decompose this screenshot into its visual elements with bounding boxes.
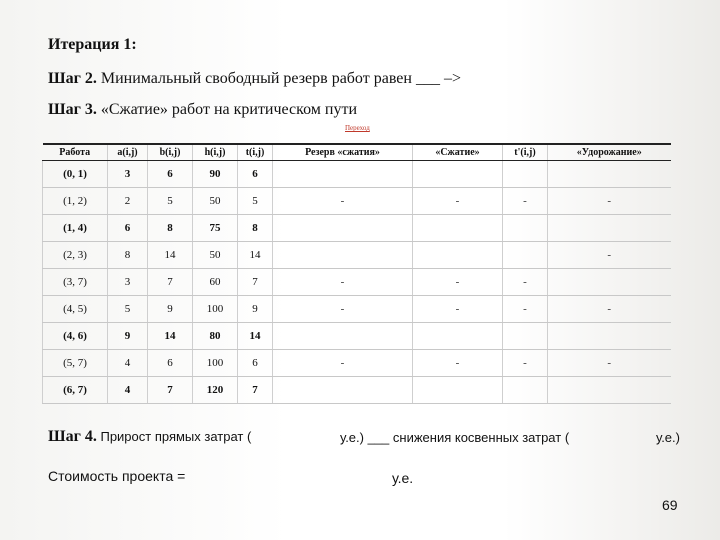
table-cell: 14 (148, 323, 193, 350)
table-cell: - (503, 350, 548, 377)
table-cell: 7 (148, 269, 193, 296)
table-cell (273, 215, 413, 242)
column-header: t'(i,j) (503, 144, 548, 161)
table-cell: 100 (193, 350, 238, 377)
table-row (43, 242, 671, 269)
table-cell: - (503, 269, 548, 296)
step-3-label: Шаг 3. (48, 101, 97, 118)
table-cell (548, 215, 671, 242)
table-cell: 120 (193, 377, 238, 404)
step-4-text: Прирост прямых затрат ( (100, 429, 252, 444)
table-cell (273, 377, 413, 404)
page-title: Итерация 1: (48, 36, 137, 53)
project-cost-unit: у.е. (392, 470, 414, 486)
table-cell (503, 215, 548, 242)
table-cell: 8 (238, 215, 273, 242)
table-cell: (1, 2) (43, 188, 108, 215)
table-cell (413, 161, 503, 188)
step-3-text: «Сжатие» работ на критическом пути (100, 101, 358, 118)
table-cell (413, 242, 503, 269)
table-cell: 9 (148, 296, 193, 323)
table-cell: - (503, 188, 548, 215)
step-2-text: Минимальный свободный резерв работ равен ___ –> (100, 70, 461, 87)
table-cell: 4 (108, 350, 148, 377)
table-cell: 3 (108, 161, 148, 188)
table-cell (548, 269, 671, 296)
table-cell: - (503, 296, 548, 323)
table-cell: 8 (108, 242, 148, 269)
table-cell: 5 (108, 296, 148, 323)
table-cell: 6 (148, 161, 193, 188)
step-4-line (48, 428, 251, 446)
table-cell: - (548, 242, 671, 269)
table-row (43, 188, 671, 215)
table-cell (273, 161, 413, 188)
table-cell: 9 (238, 296, 273, 323)
column-header: t(i,j) (238, 144, 273, 161)
table-cell (413, 377, 503, 404)
table-cell (503, 377, 548, 404)
table-cell: 3 (108, 269, 148, 296)
column-header: h(i,j) (193, 144, 238, 161)
table-cell (503, 242, 548, 269)
table-cell: 9 (108, 323, 148, 350)
step-4-end-text: у.е.) (656, 430, 680, 445)
step-2-line (48, 70, 461, 88)
table-cell: 80 (193, 323, 238, 350)
table-cell: 100 (193, 296, 238, 323)
table-cell: 6 (238, 161, 273, 188)
table-cell: (1, 4) (43, 215, 108, 242)
table-cell (273, 242, 413, 269)
table-cell: - (413, 296, 503, 323)
table-cell: 5 (148, 188, 193, 215)
table-cell: 7 (238, 269, 273, 296)
column-header: a(i,j) (108, 144, 148, 161)
table-cell: 5 (238, 188, 273, 215)
table-cell: - (413, 188, 503, 215)
table-cell: (5, 7) (43, 350, 108, 377)
table-cell (548, 377, 671, 404)
table-cell: 6 (238, 350, 273, 377)
table-cell: (2, 3) (43, 242, 108, 269)
table-cell: - (273, 350, 413, 377)
table-cell: - (273, 188, 413, 215)
table-row (43, 323, 671, 350)
table-cell: 14 (238, 323, 273, 350)
project-cost-label: Стоимость проекта = (48, 468, 186, 484)
column-header: «Удорожание» (548, 144, 671, 161)
table-cell: - (273, 269, 413, 296)
table-cell: - (548, 350, 671, 377)
step-3-line (48, 101, 357, 119)
table-row (43, 377, 671, 404)
table-row (43, 215, 671, 242)
column-header: b(i,j) (148, 144, 193, 161)
table-cell: 6 (108, 215, 148, 242)
table-cell (503, 323, 548, 350)
table-cell: - (273, 296, 413, 323)
table-cell: 50 (193, 242, 238, 269)
column-header: Работа (43, 144, 108, 161)
table-cell: 50 (193, 188, 238, 215)
table-row (43, 296, 671, 323)
table-cell (548, 323, 671, 350)
table-cell (273, 323, 413, 350)
table-cell: 8 (148, 215, 193, 242)
table-cell: (0, 1) (43, 161, 108, 188)
transition-link[interactable]: Переход (345, 124, 370, 132)
table-header-row (43, 144, 671, 161)
table-cell: 90 (193, 161, 238, 188)
table-cell (548, 161, 671, 188)
table-cell: (3, 7) (43, 269, 108, 296)
step-4-label: Шаг 4. (48, 428, 97, 445)
table-cell: - (413, 350, 503, 377)
table-cell: 75 (193, 215, 238, 242)
table-cell: 2 (108, 188, 148, 215)
table-cell (413, 215, 503, 242)
table-row (43, 269, 671, 296)
table-cell (503, 161, 548, 188)
table-cell: 7 (148, 377, 193, 404)
table-row (43, 161, 671, 188)
column-header: «Сжатие» (413, 144, 503, 161)
table-cell: 60 (193, 269, 238, 296)
page-number: 69 (662, 497, 678, 513)
table-cell: (4, 6) (43, 323, 108, 350)
table-row (43, 350, 671, 377)
table-cell: - (548, 296, 671, 323)
table-cell: - (413, 269, 503, 296)
step-4-middle-text: у.е.) ___ снижения косвенных затрат ( (340, 430, 570, 445)
step-2-label: Шаг 2. (48, 70, 97, 87)
table-cell: (6, 7) (43, 377, 108, 404)
table-cell: - (548, 188, 671, 215)
works-table (42, 143, 671, 404)
table-cell: 6 (148, 350, 193, 377)
table-cell: 7 (238, 377, 273, 404)
table-cell: 4 (108, 377, 148, 404)
table-cell: (4, 5) (43, 296, 108, 323)
column-header: Резерв «сжатия» (273, 144, 413, 161)
table-cell (413, 323, 503, 350)
table-cell: 14 (148, 242, 193, 269)
table-cell: 14 (238, 242, 273, 269)
